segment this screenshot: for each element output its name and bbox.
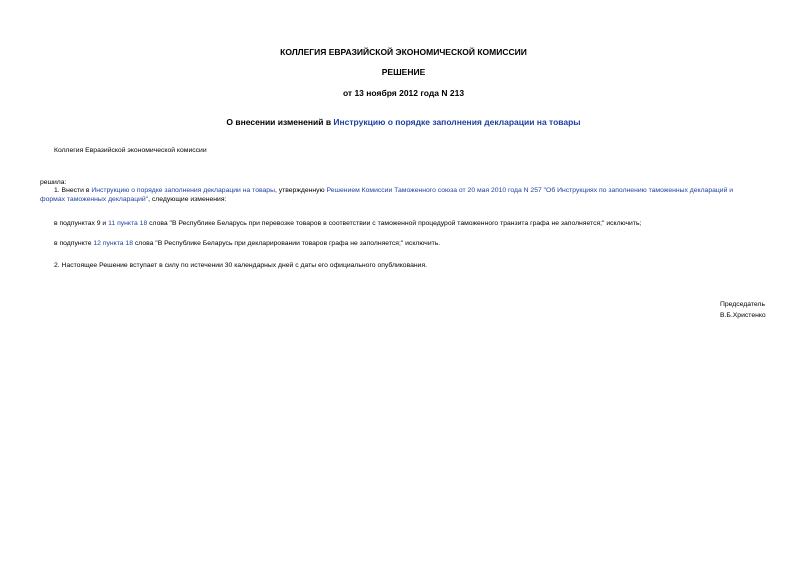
paragraph-4: 2. Настоящее Решение вступает в силу по истечении 30 календарных дней с даты его официального опубликования. (54, 262, 428, 269)
p1-link-decision-cont[interactable]: формах таможенных деклараций" (40, 196, 149, 203)
p1-link-decision[interactable]: Решением Комиссии Таможенного союза от 20 мая 2010 года N 257 "Об Инструкциях по заполнению таможенных деклараций и (326, 187, 734, 194)
doc-date: от 13 ноября 2012 года N 213 (342, 88, 465, 98)
doc-subject (0, 117, 807, 127)
paragraph-1 (54, 186, 733, 195)
p2-link-11[interactable]: 11 (108, 220, 116, 227)
p1-text-b: , утвержденную (274, 187, 327, 194)
p3-text-c: слова "В Республике Беларусь при декларировании товаров графа не заполняется;" исключить. (132, 240, 441, 247)
p3-text-a: в подпункте (54, 240, 94, 247)
p1-text-c: , следующие изменения: (148, 196, 227, 203)
p2-text-c: слова "В Республике Беларусь при перевозке товаров в соответствии с таможенной процедурой таможенного транзита графа не заполняется;" исключить; (147, 220, 642, 227)
p1-text-a: 1. Внести в (54, 187, 92, 194)
paragraph-3 (54, 239, 440, 248)
org-title: КОЛЛЕГИЯ ЕВРАЗИЙСКОЙ ЭКОНОМИЧЕСКОЙ КОМИССИИ (280, 47, 527, 57)
doc-type: РЕШЕНИЕ (381, 67, 426, 77)
signature-title: Председатель (720, 301, 765, 308)
p3-link-item18[interactable]: пункта 18 (102, 240, 133, 247)
paragraph-1-cont (40, 195, 226, 204)
subject-link[interactable]: Инструкцию о порядке заполнения декларации на товары (333, 117, 581, 127)
signature-name: В.Б.Христенко (720, 312, 766, 319)
collegium-text: Коллегия Евразийской экономической комиссии (54, 147, 207, 154)
p2-link-item18[interactable]: пункта 18 (117, 220, 148, 227)
resolved-text: решила: (40, 179, 67, 186)
p2-text-a: в подпунктах 9 и (54, 220, 109, 227)
paragraph-2 (54, 219, 641, 228)
subject-prefix: О внесении изменений в (226, 117, 334, 127)
p3-link-12[interactable]: 12 (93, 240, 101, 247)
p1-link-instruction[interactable]: Инструкцию о порядке заполнения декларации на товары (91, 187, 275, 194)
